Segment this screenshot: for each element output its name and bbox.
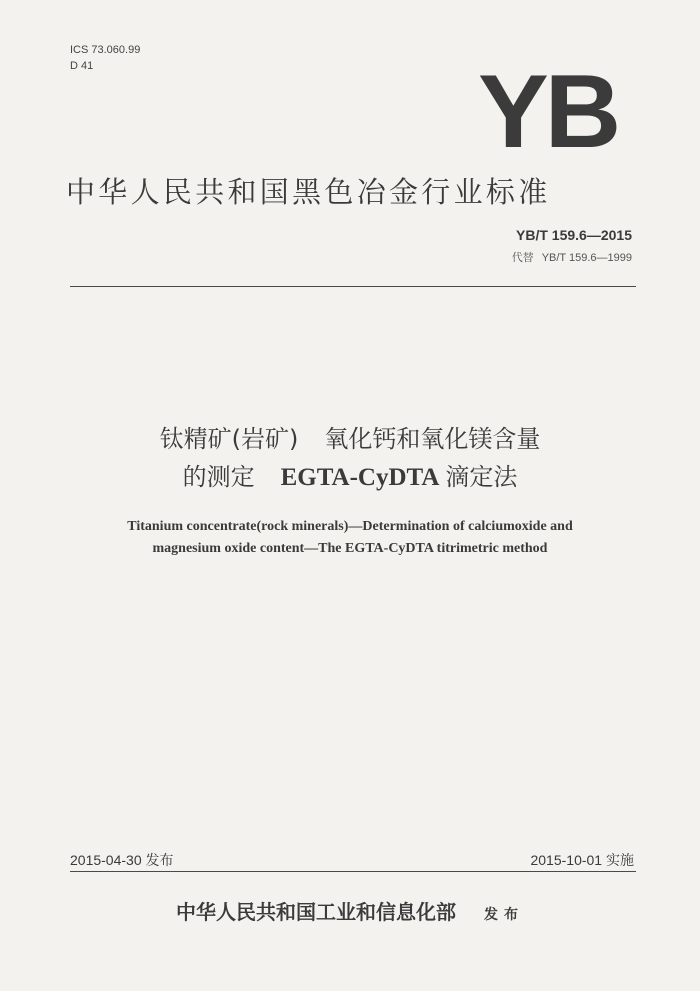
chinese-title-line-2 xyxy=(0,458,700,497)
issue-date: 2015-04-30 发布 xyxy=(70,852,174,868)
publisher-name: 中华人民共和国工业和信息化部 xyxy=(176,900,456,924)
chinese-title-part: 的测定 xyxy=(182,463,255,491)
chinese-title xyxy=(0,420,700,497)
publisher-line xyxy=(0,896,700,925)
publisher-action: 发布 xyxy=(484,907,524,923)
bottom-divider xyxy=(70,871,636,872)
implementation-date: 2015-10-01 实施 xyxy=(530,852,634,868)
top-divider xyxy=(70,286,636,287)
english-title-line-2: magnesium oxide content—The EGTA-CyDTA titrimetric method xyxy=(152,541,548,556)
standard-category-title: 中华人民共和国黑色冶金行业标准 xyxy=(66,175,551,209)
chinese-title-part: 氧化钙和氧化镁含量 xyxy=(324,425,541,453)
chinese-title-line-1 xyxy=(0,420,700,458)
chinese-title-part: 滴定法 xyxy=(445,463,518,491)
ics-code: ICS 73.060.99 xyxy=(70,44,141,56)
replaces-label: 代替 xyxy=(511,252,534,264)
yb-logo: YB xyxy=(478,54,618,170)
replaces-number: YB/T 159.6—1999 xyxy=(541,252,632,264)
english-title-line-1: Titanium concentrate(rock minerals)—Determination of calciumoxide and xyxy=(127,519,573,534)
chinese-title-latin: EGTA-CyDTA xyxy=(280,464,440,491)
chinese-title-part: 钛精矿(岩矿) xyxy=(159,425,299,453)
english-title xyxy=(0,516,700,560)
classification-codes xyxy=(70,42,140,74)
standard-number: YB/T 159.6—2015 xyxy=(516,227,632,243)
replaces-line xyxy=(512,249,632,265)
ccs-code: D 41 xyxy=(70,60,94,72)
